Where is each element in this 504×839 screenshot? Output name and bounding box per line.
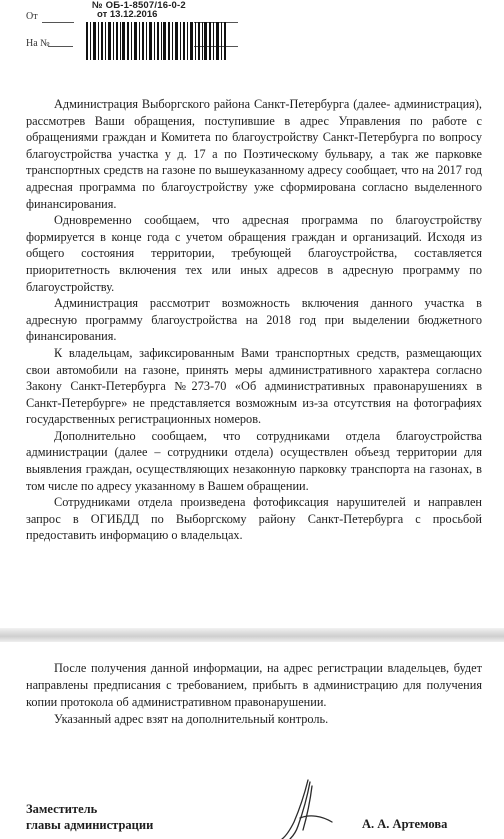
paragraph-5: Дополнительно сообщаем, что сотрудниками отдела благоустройства администрации (далее – сотрудники отдела) осуществлен объезд территории для выявления граждан, осуществляющих незаконную парковку транспорта на газонах, в том числе по адресу указанному в Вашем обращении. bbox=[26, 428, 482, 493]
signature-title-line-2: главы администрации bbox=[26, 818, 154, 832]
from-label: От bbox=[26, 11, 38, 22]
to-line bbox=[48, 46, 73, 47]
handwritten-signature-icon bbox=[270, 778, 340, 839]
paragraph-8: Указанный адрес взят на дополнительный контроль. bbox=[54, 712, 329, 726]
signature-title-line-1: Заместитель bbox=[26, 802, 98, 816]
registration-date: от 13.12.2016 bbox=[97, 9, 158, 20]
letter-body bbox=[26, 96, 482, 544]
paragraph-7: После получения данной информации, на адрес регистрации владельцев, будет направлены предписания с требованием, прибыть в администрацию для получения копии протокола об административном правонарушении. bbox=[26, 661, 482, 709]
registration-number: № ОБ-1-8507/16-0-2 bbox=[92, 0, 186, 11]
paragraph-1: Администрация Выборгского района Санкт-Петербурга (далее- администрация), рассмотрев Ваши обращения, поступившие в адрес Управления по работе с обращениями граждан и Комитета по благоустройству Санкт-Петербурга по вопросу благоустройства участка у д. 17 а по Поэтическому бульвару, а так же парковке транспортных средств на газоне по вышеуказанному адресу сообщает, что на 2017 год адресная программа по благоустройству уже сформирована согласно выделенного финансирования. bbox=[26, 97, 482, 211]
from-line bbox=[42, 22, 74, 23]
paragraph-6: Сотрудниками отдела произведена фотофиксация нарушителей и направлен запрос в ОГИБДД по Выборгскому району Санкт-Петербурга с просьбой предоставить информацию о владельцах. bbox=[26, 495, 482, 543]
to-label: На № bbox=[26, 38, 50, 49]
barcode-icon bbox=[86, 22, 226, 60]
letter-body-continuation bbox=[26, 660, 482, 728]
page-break-divider bbox=[0, 628, 504, 642]
signatory-name: А. А. Артемова bbox=[362, 817, 448, 831]
paragraph-3: Администрация рассмотрит возможность включения данного участка в адресную программу благоустройства на 2018 год при выделении бюджетного финансирования. bbox=[26, 296, 482, 344]
paragraph-2: Одновременно сообщаем, что адресная программа по благоустройству формируется в конце года с учетом обращения граждан и организаций. Исходя из общего состояния территории, требующей благоустройства, составляется приоритетность включения тех или иных адресов в адресную программу по благоустройству. bbox=[26, 213, 482, 294]
paragraph-4: К владельцам, зафиксированным Вами транспортных средств, размещающих свои автомобили на газоне, принять меры административного характера согласно Закону Санкт-Петербурга №273-70 «Об административных правонарушениях в Санкт-Петербурге» не представляется возможным из-за отсутствия на фотографиях государственных регистрационных номеров. bbox=[26, 345, 482, 427]
